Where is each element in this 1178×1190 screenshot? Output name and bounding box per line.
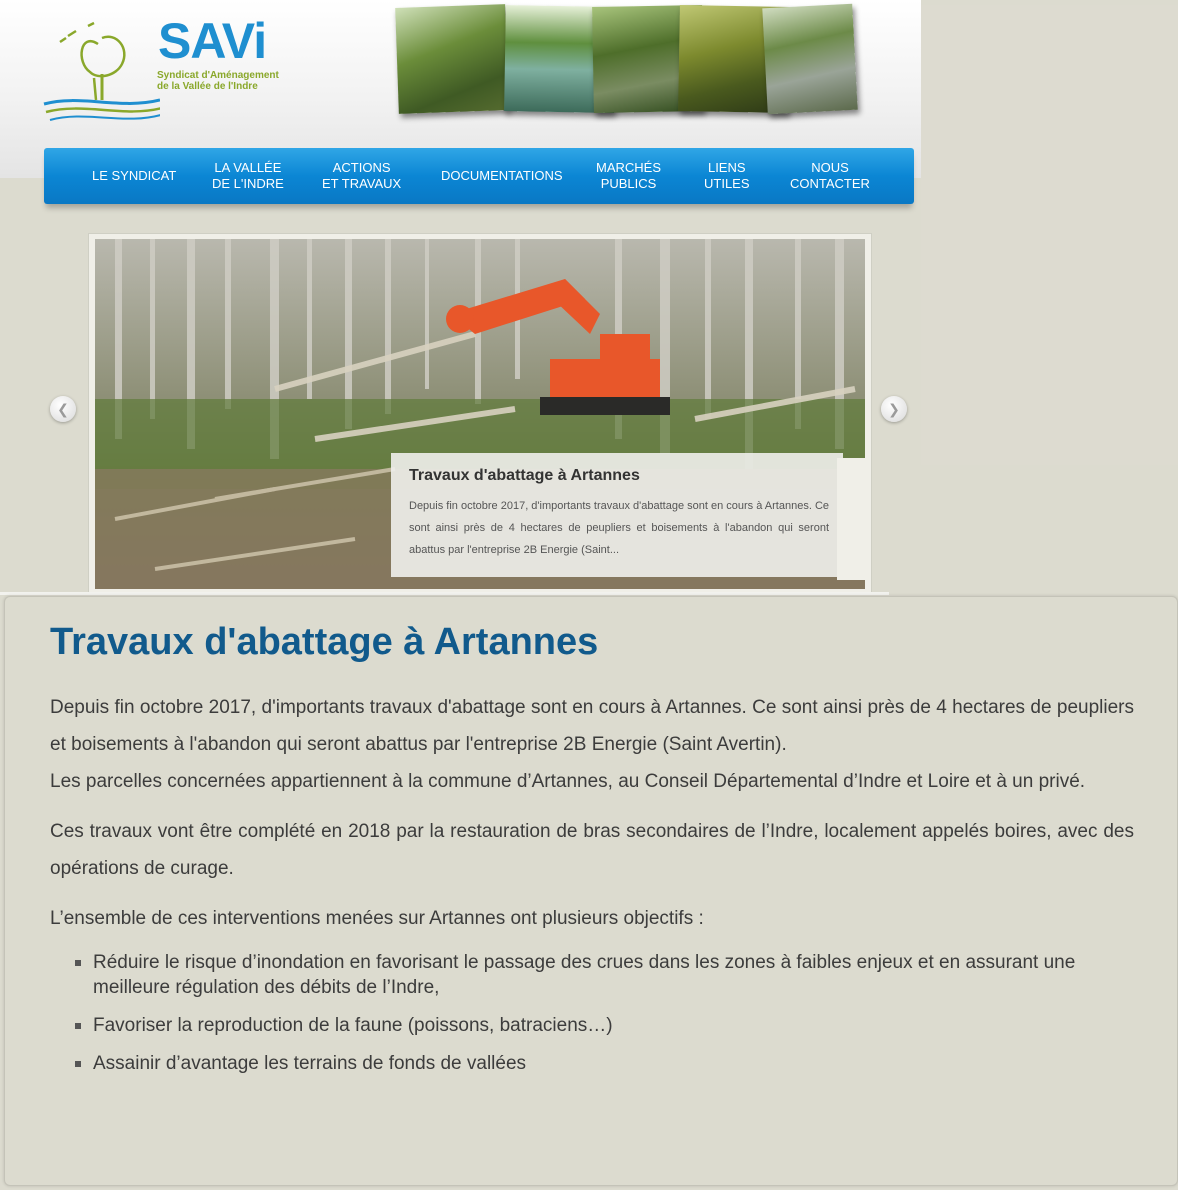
nav-item-le-syndicat[interactable]: LE SYNDICAT [92, 168, 177, 183]
nav-item-actions-travaux[interactable]: ACTIONS ET TRAVAUX [322, 160, 402, 191]
savi-logo[interactable] [40, 14, 280, 124]
slider-next-button[interactable] [881, 396, 907, 422]
nav-item-nous-contacter[interactable]: NOUS CONTACTER [790, 160, 870, 191]
featured-slider[interactable] [88, 233, 872, 595]
tree-logo-icon [40, 14, 160, 122]
list-item: Favoriser la reproduction de la faune (poissons, batraciens…) [93, 1013, 1134, 1038]
slide-caption-title[interactable]: Travaux d'abattage à Artannes [409, 467, 640, 484]
slide-caption-text: Depuis fin octobre 2017, d'importants travaux d'abattage sont en cours à Artannes. Ce sont ainsi près de 4 hectares de peupliers et boisements à l'abandon qui seront abattus par l'entreprise 2B Energie (Saint... [409, 500, 830, 556]
objectives-list [50, 950, 1134, 1076]
article-panel [4, 596, 1178, 1186]
article-paragraph-2: Ces travaux vont être complété en 2018 par la restauration de bras secondaires de l’Indre, localement appelés boires, avec des opérations de curage. [50, 821, 1134, 879]
slide-caption[interactable] [391, 453, 843, 577]
slide-image [95, 239, 865, 589]
caption-side-panel [837, 458, 865, 580]
chevron-left-icon: ❮ [57, 400, 69, 417]
header-photo-strip [395, 2, 865, 122]
logo-subtitle-line2: de la Vallée de l'Indre [157, 81, 258, 92]
nav-item-liens-utiles[interactable]: LIENS UTILES [704, 160, 750, 191]
header-photo-1 [395, 4, 509, 114]
article-paragraph-1a: Depuis fin octobre 2017, d'importants travaux d'abattage sont en cours à Artannes. Ce sont ainsi près de 4 hectares de peupliers et boisements à l'abandon qui seront abattus par l'entreprise 2B Energie (Saint Avertin). [50, 697, 1134, 755]
header-photo-5 [762, 4, 857, 115]
content-divider [0, 592, 889, 595]
logo-subtitle-line1: Syndicat d'Aménagement [157, 70, 279, 81]
logo-title: SAVi [158, 13, 267, 69]
slider-prev-button[interactable] [50, 396, 76, 422]
article-paragraph-3: L’ensemble de ces interventions menées sur Artannes ont plusieurs objectifs : [50, 908, 704, 929]
article-body [50, 689, 1134, 1089]
chevron-right-icon: ❯ [888, 400, 900, 417]
main-nav [44, 148, 914, 204]
nav-item-la-vallee[interactable]: LA VALLÉE DE L'INDRE [212, 160, 284, 191]
article-title: Travaux d'abattage à Artannes [50, 621, 599, 663]
list-item: Assainir d’avantage les terrains de fonds de vallées [93, 1051, 1134, 1076]
list-item: Réduire le risque d’inondation en favorisant le passage des crues dans les zones à faibles enjeux et en assurant une meilleure régulation des débits de l’Indre, [93, 950, 1134, 1000]
right-background-panel [921, 5, 1178, 465]
logo-subtitle [157, 70, 287, 92]
nav-item-documentations[interactable]: DOCUMENTATIONS [441, 168, 563, 183]
article-paragraph-1 [50, 689, 1134, 800]
article-paragraph-1b: Les parcelles concernées appartiennent à la commune d’Artannes, au Conseil Départemental d’Indre et Loire et à un privé. [50, 771, 1086, 792]
nav-item-marches-publics[interactable]: MARCHÉS PUBLICS [596, 160, 662, 191]
